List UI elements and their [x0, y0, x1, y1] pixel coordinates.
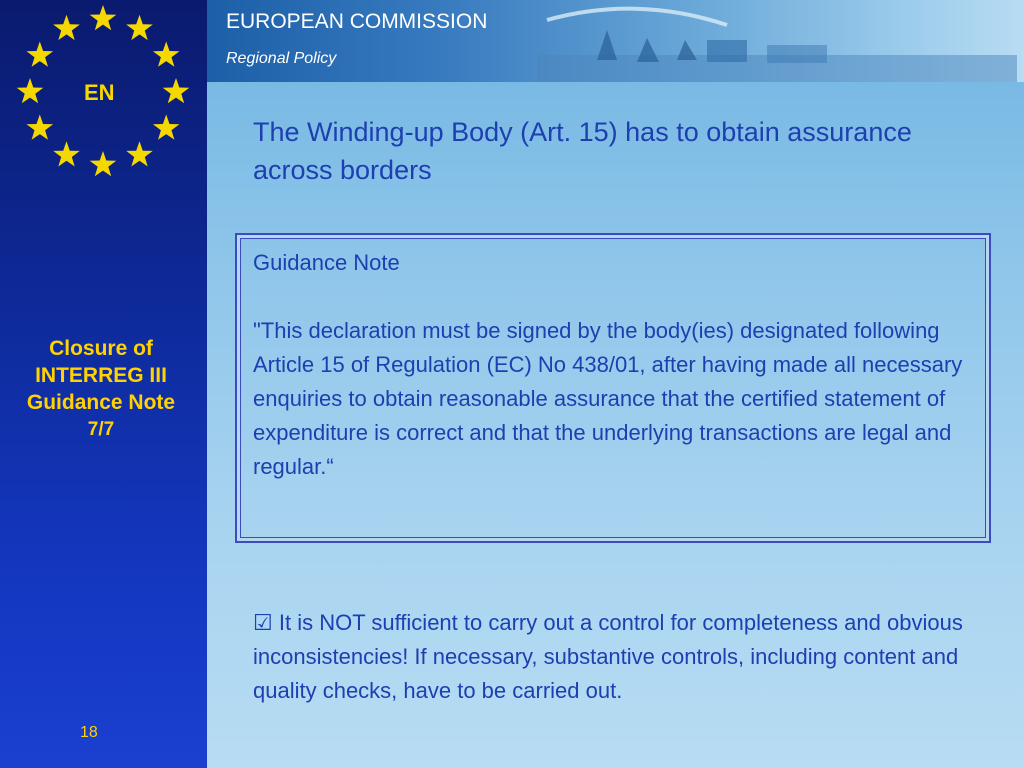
guidance-note-title: Guidance Note	[253, 250, 400, 275]
organization-name: EUROPEAN COMMISSION	[226, 10, 488, 33]
eu-star-icon	[27, 115, 54, 140]
checkbox-icon: ☑	[253, 610, 273, 635]
sidebar-title-text: Closure of INTERREG III Guidance Note	[26, 337, 176, 414]
slide-main	[207, 0, 1024, 768]
guidance-note-quote: "This declaration must be signed by the body(ies) designated following Article 15 of Regulation (EC) No 438/01, after having made all necessary enquiries to obtain reasonable assurance that the certified statement of expenditure is correct and that the underlying transactions are legal and regular.“	[253, 318, 963, 479]
sidebar	[0, 0, 207, 768]
eu-star-icon	[126, 15, 153, 40]
sidebar-title	[0, 335, 202, 443]
eu-star-icon	[53, 15, 80, 40]
language-code: EN	[84, 80, 115, 105]
eu-star-icon	[153, 115, 180, 140]
eu-star-icon	[90, 151, 117, 176]
eu-star-icon	[17, 78, 44, 103]
eu-star-icon	[153, 42, 180, 67]
eu-star-icon	[126, 141, 153, 166]
checkbox-bullet	[253, 606, 993, 708]
eu-star-icon	[163, 78, 190, 103]
eu-star-icon	[90, 5, 117, 30]
slide-heading: The Winding-up Body (Art. 15) has to obtain assurance across borders	[253, 117, 912, 185]
bullet-text: It is NOT sufficient to carry out a control for completeness and obvious inconsistencies! If necessary, substantive controls, including content and quality checks, have to be carried out.	[253, 610, 963, 703]
organization-unit: Regional Policy	[226, 50, 337, 67]
eu-star-icon	[53, 141, 80, 166]
eu-star-icon	[27, 42, 54, 67]
header-banner	[207, 0, 1024, 82]
slide-number: 18	[80, 724, 98, 741]
sidebar-subtitle: 7/7	[87, 419, 115, 440]
